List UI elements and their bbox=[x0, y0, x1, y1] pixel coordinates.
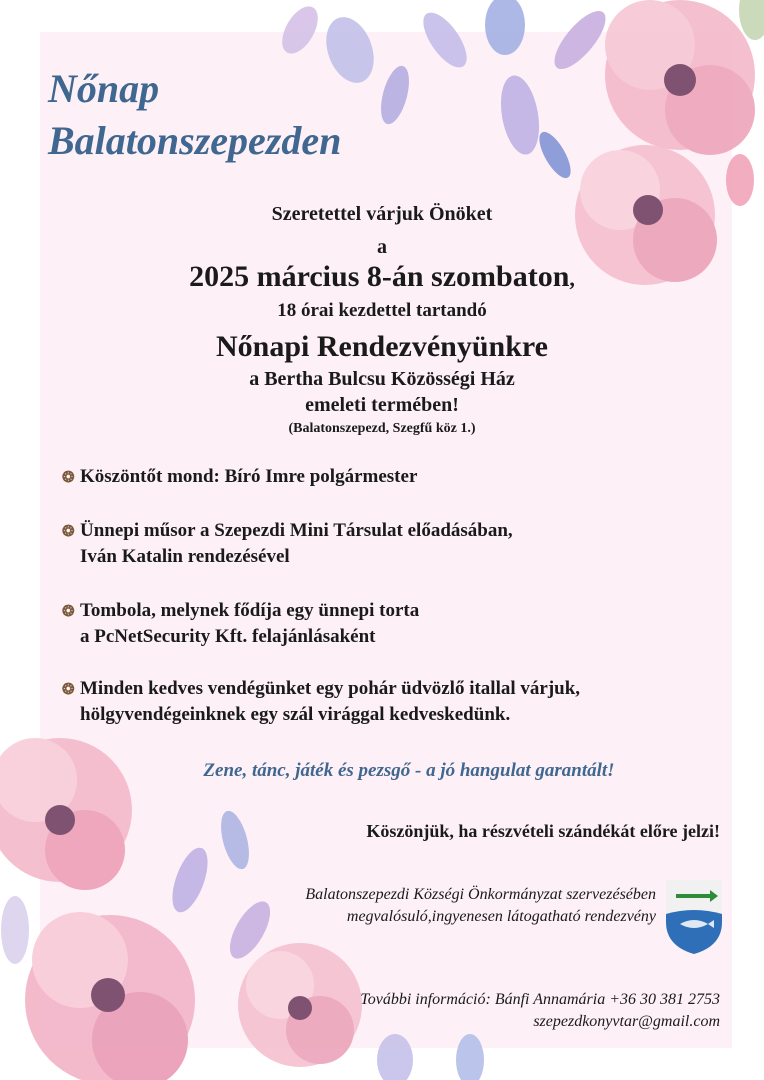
venue-text: a Bertha Bulcsu Közösségi Ház bbox=[249, 368, 515, 390]
organizer-note: Balatonszepezdi Községi Önkormányzat szervezésében megvalósuló,ingyenesen látogatható rendezvény bbox=[305, 886, 656, 925]
event-time: 18 órai kezdettel tartandó bbox=[277, 300, 487, 321]
event-name: Nőnapi Rendezvényünkre bbox=[216, 330, 548, 363]
page-title-line2: Balatonszepezden bbox=[48, 118, 342, 163]
flower-bullet-icon: ❂ bbox=[62, 470, 75, 486]
list-item: ❂ Minden kedves vendégünket egy pohár üdvözlő itallal várjuk, hölgyvendégeinknek egy szál virággal kedveskedünk. bbox=[62, 678, 581, 725]
contact-email[interactable]: szepezdkonyvtar@gmail.com bbox=[533, 1013, 720, 1030]
slogan: Zene, tánc, játék és pezsgő - a jó hangulat garantált! bbox=[203, 760, 615, 781]
flower-bullet-icon: ❂ bbox=[62, 604, 75, 620]
flower-bullet-icon: ❂ bbox=[62, 524, 75, 540]
welcome-text: Szeretettel várjuk Önöket bbox=[271, 203, 493, 225]
list-item: ❂ Tombola, melynek fődíja egy ünnepi torta a PcNetSecurity Kft. felajánlásaként bbox=[62, 600, 420, 647]
list-item: ❂ Köszöntőt mond: Bíró Imre polgármester bbox=[62, 464, 417, 491]
room-text: emeleti termében! bbox=[305, 394, 459, 416]
contact-info bbox=[360, 989, 720, 1033]
address-text: (Balatonszepezd, Szegfű köz 1.) bbox=[288, 421, 476, 436]
page-title-line1: Nőnap bbox=[48, 66, 160, 111]
contact-line: További információ: Bánfi Annamária +36 30 381 2753 bbox=[360, 991, 720, 1008]
connector-text: a bbox=[377, 236, 387, 258]
flower-bullet-icon: ❂ bbox=[62, 682, 75, 698]
list-item: ❂ Ünnepi műsor a Szepezdi Mini Társulat előadásában, Iván Katalin rendezésével bbox=[62, 520, 513, 567]
coat-of-arms bbox=[666, 880, 722, 954]
event-date: 2025 március 8-án szombaton, bbox=[189, 260, 575, 293]
rsvp-text: Köszönjük, ha részvételi szándékát előre jelzi! bbox=[366, 821, 720, 841]
